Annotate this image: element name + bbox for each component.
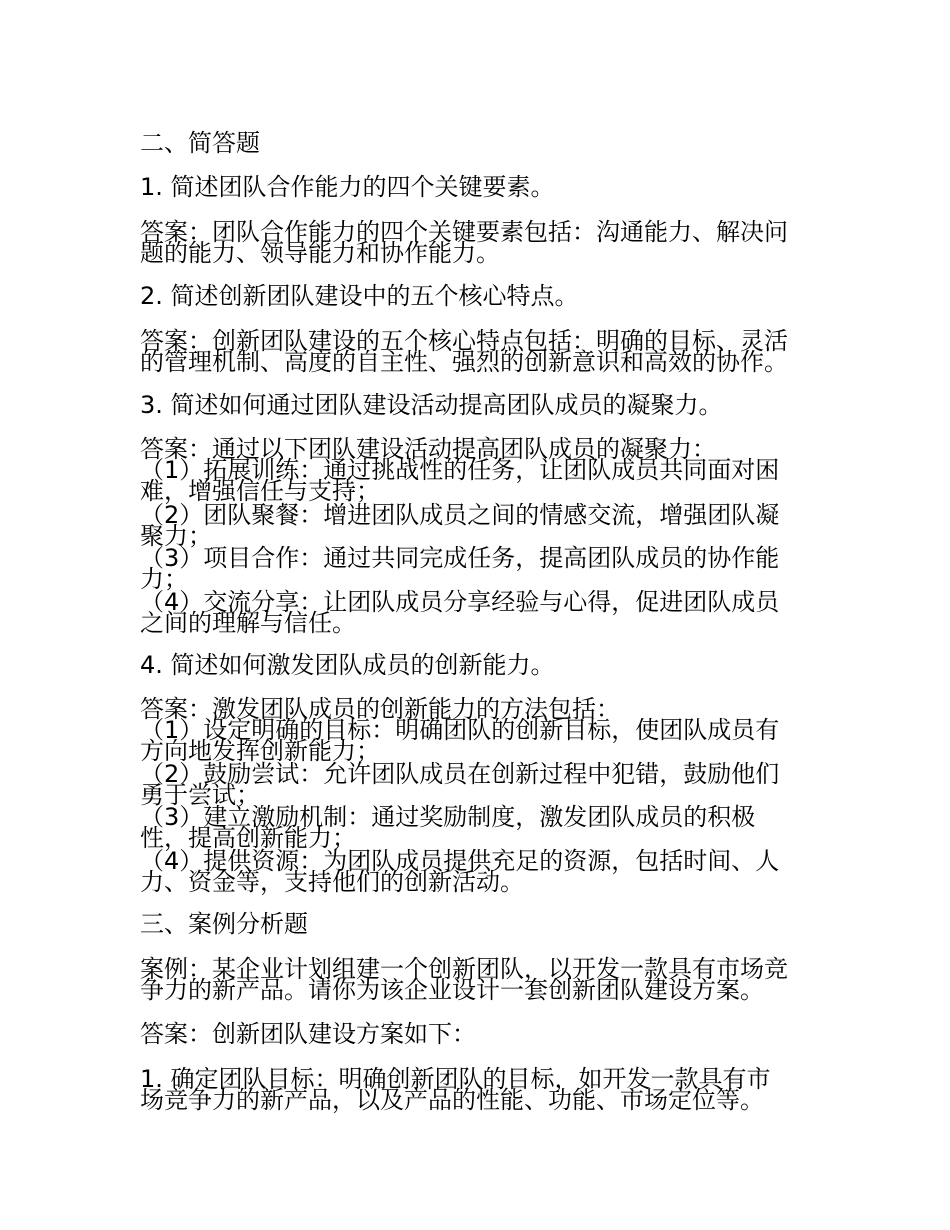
- answer-3-item-3-line-2: 力；: [140, 565, 188, 593]
- answer-3-item-2-line-2: 聚力；: [140, 522, 212, 550]
- case-answer-point-1-line-1: 1. 确定团队目标：明确创新团队的目标，如开发一款具有市: [140, 1065, 771, 1093]
- answer-3-item-4-line-1: （4）交流分享：让团队成员分享经验与心得，促进团队成员: [140, 588, 780, 616]
- case-answer-point-1-line-2: 场竞争力的新产品，以及产品的性能、功能、市场定位等。: [140, 1086, 764, 1114]
- case-answer-intro: 答案：创新团队建设方案如下：: [140, 1020, 476, 1048]
- question-3: 3. 简述如何通过团队建设活动提高团队成员的凝聚力。: [140, 391, 723, 419]
- answer-3-item-2-line-1: （2）团队聚餐：增进团队成员之间的情感交流，增强团队凝: [140, 501, 780, 529]
- case-line-2: 争力的新产品。请你为该企业设计一套创新团队建设方案。: [140, 976, 764, 1004]
- answer-4-item-1-line-2: 方向地发挥创新能力；: [140, 737, 380, 765]
- answer-4-item-4-line-2: 力、资金等，支持他们的创新活动。: [140, 868, 524, 896]
- case-line-1: 案例：某企业计划组建一个创新团队，以开发一款具有市场竞: [140, 955, 788, 983]
- answer-1-line-1: 答案：团队合作能力的四个关键要素包括：沟通能力、解决问: [140, 218, 788, 246]
- answer-4-item-3-line-2: 性，提高创新能力；: [140, 824, 356, 852]
- section-heading-case-analysis: 三、案例分析题: [140, 910, 308, 938]
- question-4: 4. 简述如何激发团队成员的创新能力。: [140, 651, 555, 679]
- answer-3-item-1-line-1: （1）拓展训练：通过挑战性的任务，让团队成员共同面对困: [140, 456, 780, 484]
- answer-3-item-4-line-2: 之间的理解与信任。: [140, 609, 356, 637]
- answer-2-line-1: 答案：创新团队建设的五个核心特点包括：明确的目标、灵活: [140, 327, 788, 355]
- answer-4-item-4-line-1: （4）提供资源：为团队成员提供充足的资源，包括时间、人: [140, 847, 780, 875]
- answer-3-item-1-line-2: 难，增强信任与支持；: [140, 477, 380, 505]
- answer-4-intro: 答案：激发团队成员的创新能力的方法包括：: [140, 695, 620, 723]
- answer-4-item-1-line-1: （1）设定明确的目标：明确团队的创新目标，使团队成员有: [140, 716, 780, 744]
- question-2: 2. 简述创新团队建设中的五个核心特点。: [140, 282, 579, 310]
- section-heading-short-answer: 二、简答题: [140, 129, 260, 157]
- answer-1-line-2: 题的能力、领导能力和协作能力。: [140, 239, 500, 267]
- question-1: 1. 简述团队合作能力的四个关键要素。: [140, 173, 555, 201]
- answer-3-intro: 答案：通过以下团队建设活动提高团队成员的凝聚力：: [140, 435, 716, 463]
- answer-3-item-3-line-1: （3）项目合作：通过共同完成任务，提高团队成员的协作能: [140, 544, 780, 572]
- answer-4-item-3-line-1: （3）建立激励机制：通过奖励制度，激发团队成员的积极: [140, 803, 756, 831]
- answer-4-item-2-line-2: 勇于尝试；: [140, 781, 260, 809]
- answer-2-line-2: 的管理机制、高度的自主性、强烈的创新意识和高效的协作。: [140, 348, 788, 376]
- answer-4-item-2-line-1: （2）鼓励尝试：允许团队成员在创新过程中犯错，鼓励他们: [140, 760, 780, 788]
